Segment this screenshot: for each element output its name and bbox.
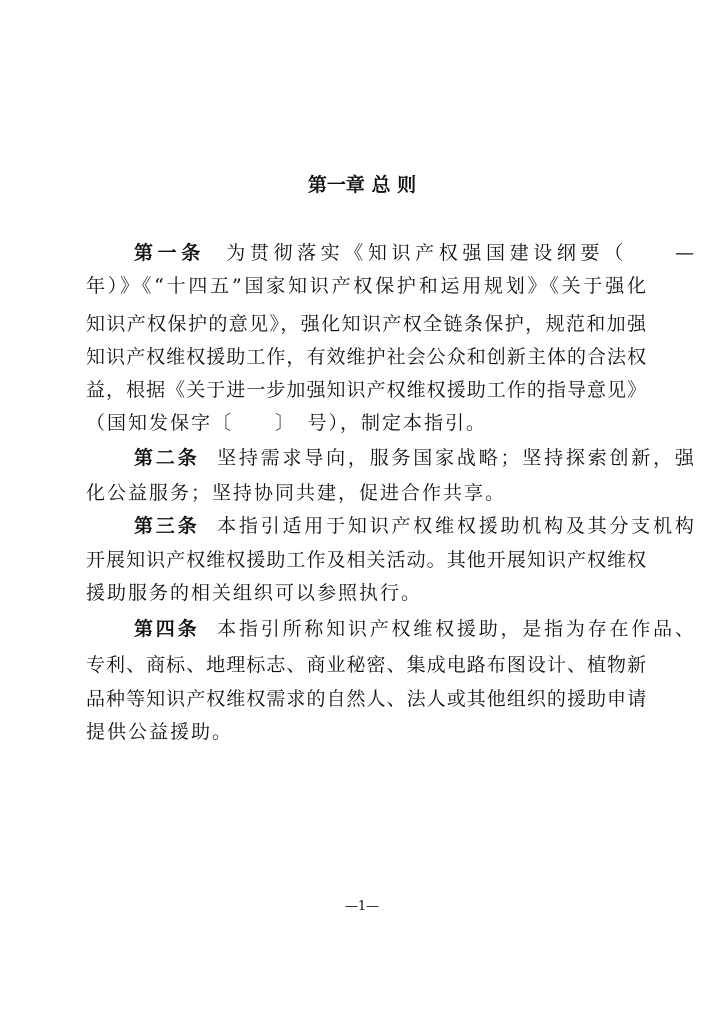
chapter-title: 第一章 总 则 [307,174,417,196]
article-4-line-1 [86,616,697,642]
article-2-text: 坚持需求导向，服务国家战略；坚持探索创新，强 [217,447,697,469]
page-number: —1— [344,899,380,914]
article-4-text: 本指引所称知识产权维权援助，是指为存在作品、 [217,618,697,640]
article-3-line-3: 援助服务的相关组织可以参照执行。 [86,582,423,604]
article-1-line-6: （国知发保字〔 〕 号），制定本指引。 [86,412,488,434]
article-3-label: 第三条 [134,515,200,537]
article-3-text: 本指引适用于知识产权维权援助机构及其分支机构 [217,515,697,537]
article-2-line-1 [86,445,697,471]
article-2-line-2: 化公益服务；坚持协同共建，促进合作共享。 [86,482,507,504]
article-1-line-3: 知识产权保护的意见》，强化知识产权全链条保护，规范和加强 [86,313,648,335]
article-2-label: 第二条 [134,447,200,469]
article-1-line-2: 年）》《“十四五”国家知识产权保护和运用规划》《关于强化 [86,275,649,297]
article-1-text: 为贯彻落实《知识产权强国建设纲要（ — [226,242,699,264]
article-3-line-1 [86,513,697,539]
article-4-line-2: 专利、商标、地理标志、商业秘密、集成电路布图设计、植物新 [86,654,648,676]
article-4-label: 第四条 [134,618,200,640]
article-1-line-1 [86,240,699,266]
article-3-line-2: 开展知识产权维权援助工作及相关活动。其他开展知识产权维权 [86,549,648,571]
article-1-label: 第一条 [134,242,205,264]
article-4-line-3: 品种等知识产权维权需求的自然人、法人或其他组织的援助申请 [86,688,648,710]
article-4-line-4: 提供公益援助。 [86,721,234,743]
article-1-line-4: 知识产权维权援助工作，有效维护社会公众和创新主体的合法权 [86,346,648,368]
article-1-line-5: 益，根据《关于进一步加强知识产权维权援助工作的指导意见》 [86,379,648,401]
